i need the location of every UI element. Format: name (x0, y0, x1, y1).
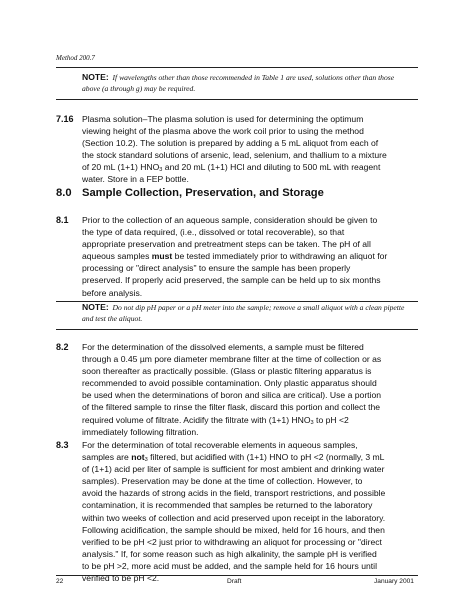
text-line (82, 512, 424, 524)
text-line (82, 125, 424, 137)
line-text: Prior to the collection of an aqueous sample, consideration should be given to (82, 215, 378, 225)
line-text: the stock standard solutions of arsenic, lead, selenium, and thallium to a mixture (82, 150, 387, 161)
line-text: verified to be pH <2 just prior to withdrawing an aliquot for processing or "direct (82, 536, 382, 547)
text-line (82, 274, 424, 286)
draft-label: Draft (227, 578, 242, 585)
section-number: 7.16 (56, 114, 74, 124)
section-number: 8.0 (56, 187, 72, 199)
divider (56, 329, 418, 330)
text-line (82, 499, 424, 511)
line-text: processing or "direct analysis" to ensure the sample has been properly (82, 263, 351, 274)
note-wavelengths (82, 72, 412, 94)
line-text: analysis." If, for some reason such as high alkalinity, the sample pH is verified (82, 548, 377, 559)
line-text: verified to be pH <2. (82, 573, 160, 584)
text-line (82, 560, 424, 572)
line-text: required volume of filtrate. Acidify the filtrate with (1+1) HNO (82, 414, 311, 425)
line-text: of the filtered sample to rinse the filter flask, discard this portion and collect the (82, 402, 381, 413)
section-number: 8.1 (56, 215, 69, 225)
text-line (82, 149, 424, 161)
section-number: 8.3 (56, 440, 69, 450)
subscript: 3 (159, 167, 163, 174)
text-line (82, 287, 424, 299)
note-label: NOTE: (82, 72, 109, 82)
text-line (82, 524, 424, 536)
line-text: viewing height of the plasma above the work coil prior to using the method (82, 126, 364, 137)
note-label: NOTE: (82, 302, 109, 312)
paragraph-8-1 (82, 214, 424, 299)
line-text: of 20 mL (1+1) HNO (82, 162, 160, 173)
paragraph-8-3 (82, 439, 424, 584)
line-text: avoid the hazards of strong acids in the field, transport restrictions, and possible (82, 488, 386, 499)
text-line (82, 137, 424, 149)
line-text: samples). Preservation may be done at the time of collection. However, to (82, 476, 363, 487)
footer-divider (56, 575, 418, 576)
text-line (82, 426, 424, 438)
text-line (82, 341, 424, 353)
text-line (82, 238, 424, 250)
text-line (82, 475, 424, 487)
section-heading: Sample Collection, Preservation, and Storage (82, 187, 324, 199)
note-ph-paper (82, 302, 412, 324)
line-text: to pH <2 (normally, 3 mL (288, 452, 385, 463)
document-date: January 2001 (374, 578, 414, 585)
paragraph-8-2 (82, 341, 424, 438)
divider (56, 67, 418, 68)
text-line (82, 377, 424, 389)
text-line (82, 401, 424, 413)
method-header: Method 200.7 (56, 54, 95, 62)
text-line (82, 572, 424, 584)
line-text: aqueous samples (82, 251, 152, 262)
paragraph-7-16 (82, 113, 424, 186)
line-text: For the determination of the dissolved elements, a sample must be filtered (82, 342, 364, 352)
note-text: If wavelengths other than those recommended in Table 1 are used, solutions other than those above (a through g) may be required. (82, 73, 395, 93)
line-text: preserved. If properly acid preserved, the sample can be held up to six months (82, 275, 381, 286)
line-text: appropriate preservation and pretreatment steps can be taken. The pH of all (82, 239, 371, 250)
text-line (82, 414, 424, 426)
text-line (82, 113, 424, 125)
line-text: filtered, but acidified with (1+1) HNO (147, 452, 289, 463)
emphasis: not (131, 452, 145, 463)
text-line (82, 250, 424, 262)
text-line (82, 365, 424, 377)
line-text: recommended to avoid possible contamination. Only plastic apparatus should (82, 378, 377, 389)
line-text: be used when the determinations of boron and silica are critical). Use a portion (82, 390, 382, 401)
emphasis: must (151, 251, 173, 262)
line-text: immediately following filtration. (82, 426, 199, 437)
line-text: For the determination of total recoverable elements in aqueous samples, (82, 440, 358, 450)
text-line (82, 439, 424, 451)
page-number: 22 (56, 578, 64, 585)
subscript: 3 (310, 419, 314, 426)
note-text: Do not dip pH paper or a pH meter into the sample; remove a small aliquot with a clean pipette and test the aliquot. (82, 303, 405, 323)
text-line (82, 389, 424, 401)
line-text: soon thereafter as practically possible. (Glass or plastic filtering apparatus is (82, 366, 372, 377)
line-text: and 20 mL (1+1) HCl and diluting to 500 mL with reagent (162, 162, 381, 173)
text-line (82, 173, 424, 185)
text-line (82, 353, 424, 365)
line-text: to pH <2 (313, 414, 349, 425)
text-line (82, 226, 424, 238)
text-line (82, 463, 424, 475)
line-text: water. Store in a FEP bottle. (82, 174, 189, 185)
text-line (82, 548, 424, 560)
line-text: samples are (82, 452, 132, 463)
text-line (82, 262, 424, 274)
text-line (82, 536, 424, 548)
line-text: within two weeks of collection and acid preserved upon receipt in the laboratory. (82, 512, 386, 523)
line-text: the type of data required, (i.e., dissolved or total recoverable), so that (82, 227, 345, 238)
line-text: before analysis. (82, 287, 143, 298)
line-text: to be pH >2, more acid must be added, and the sample held for 16 hours until (82, 560, 377, 571)
line-text: of (1+1) acid per liter of sample is sufficient for most ambient and drinking water (82, 464, 385, 475)
line-text: Plasma solution–The plasma solution is used for determining the optimum (82, 114, 364, 124)
text-line (82, 161, 424, 173)
line-text: contamination, it is recommended that samples be returned to the laboratory (82, 500, 373, 511)
line-text: be tested immediately prior to withdrawing an aliquot for (172, 251, 388, 262)
line-text: (Section 10.2). The solution is prepared by adding a 5 mL aliquot from each of (82, 138, 379, 149)
divider (56, 99, 418, 100)
text-line (82, 451, 424, 463)
section-number: 8.2 (56, 342, 69, 352)
text-line (82, 487, 424, 499)
text-line (82, 214, 424, 226)
subscript: 3 (144, 457, 148, 464)
line-text: Following acidification, the sample should be mixed, held for 16 hours, and then (82, 524, 385, 535)
line-text: through a 0.45 µm pore diameter membrane filter at the time of collection or as (82, 354, 382, 365)
